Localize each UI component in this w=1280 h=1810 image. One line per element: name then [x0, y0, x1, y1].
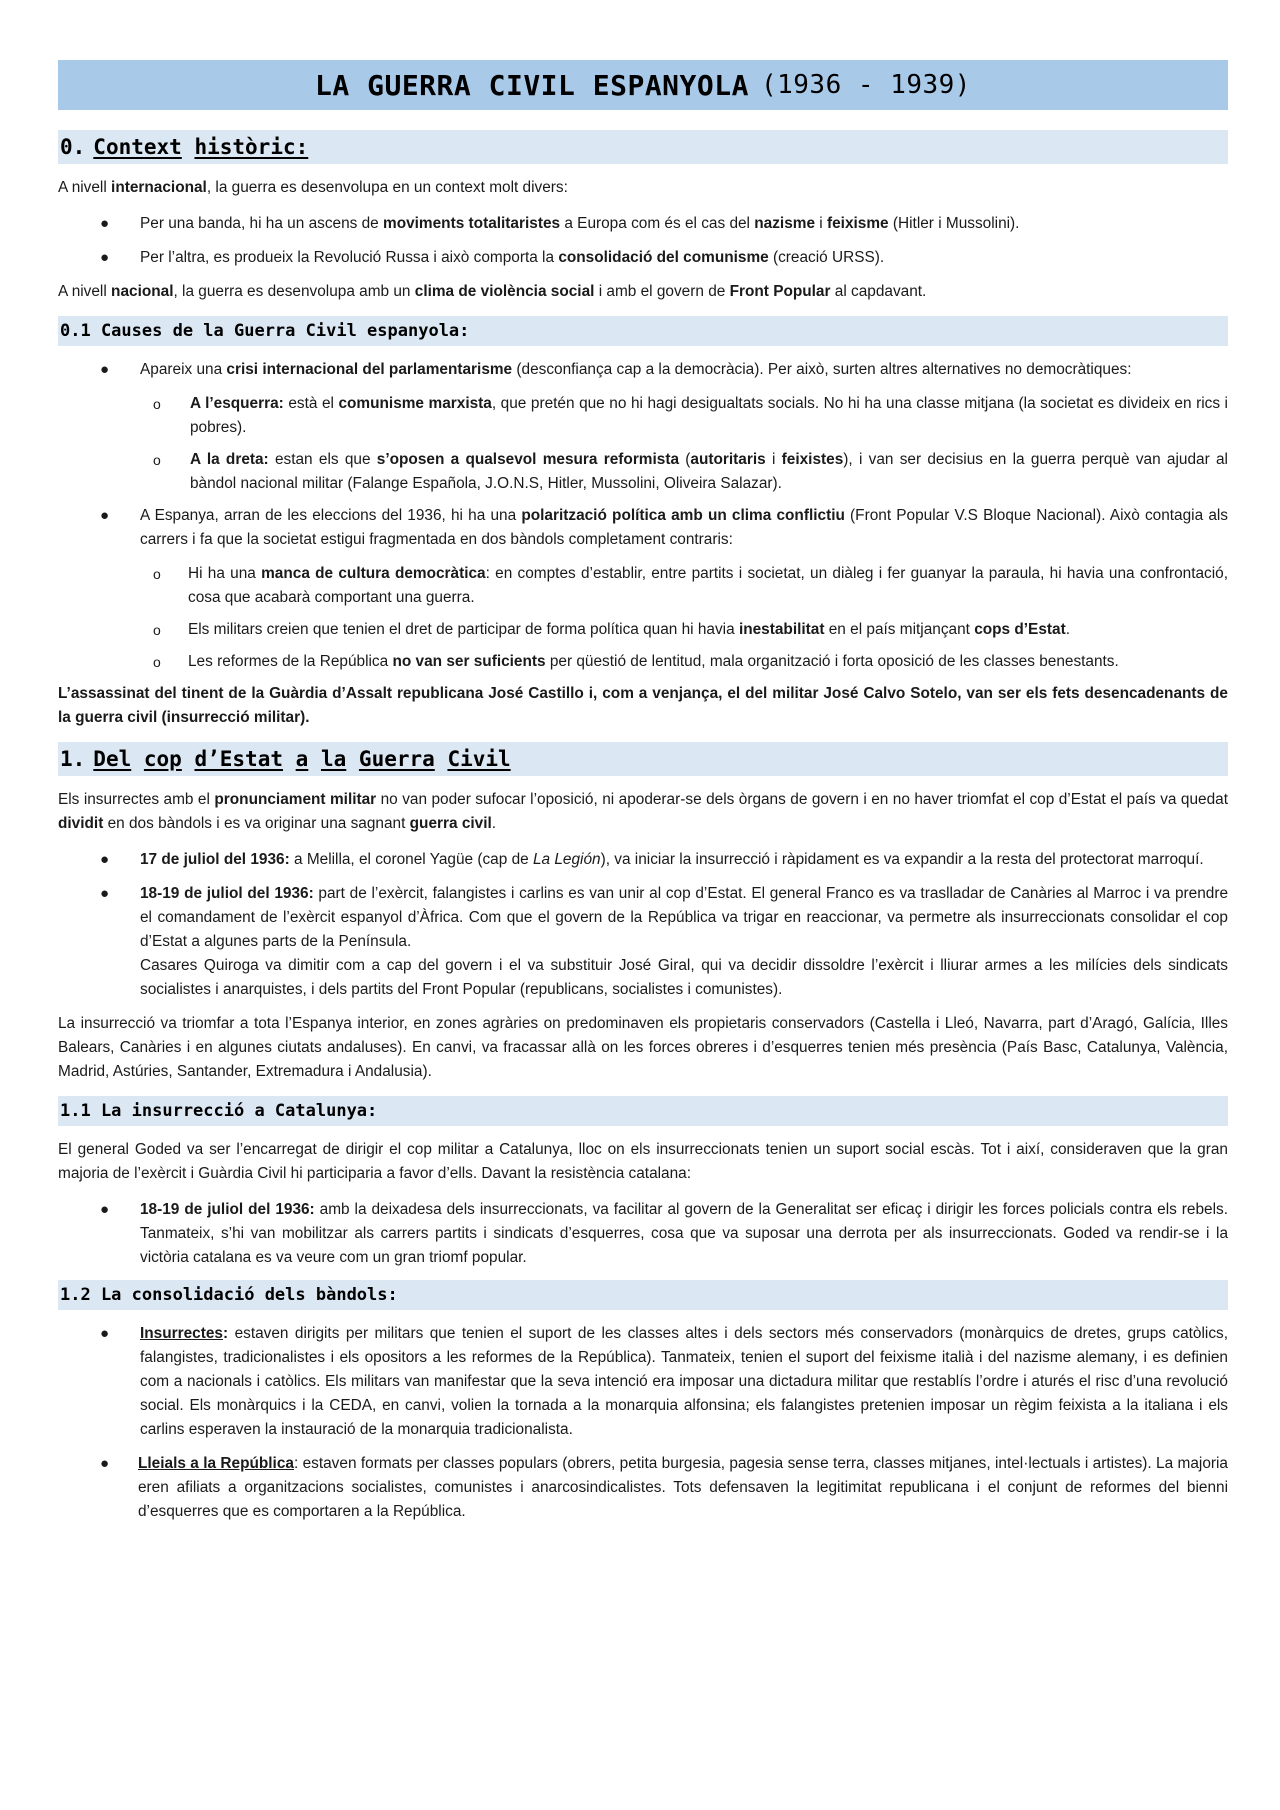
bullet-item: ● 17 de juliol del 1936: a Melilla, el coronel Yagüe (cap de La Legión), va iniciar la insurrecció i ràpidament es va expandir a la resta del protectorat marroquí. [58, 848, 1228, 872]
heading-word: Guerra [358, 747, 435, 771]
bullet-icon: ● [100, 851, 110, 868]
heading-word: històric: [194, 135, 309, 159]
document-title [58, 60, 1228, 110]
section-1-2-heading: 1.2 La consolidació dels bàndols: [58, 1280, 1228, 1310]
heading-word: d’Estat [194, 747, 283, 771]
bullet-item: ● A Espanya, arran de les eleccions del 1936, hi ha una polarització política amb un clima conflictiu (Front Popular V.S Bloque Nacional). Això contagia als carrers i fa que la societat estigui fragmentada en dos bàndols completament contraris: [58, 504, 1228, 552]
circle-bullet-icon: o [153, 452, 161, 468]
bullet-icon: ● [100, 361, 110, 378]
heading-word: Context [93, 135, 182, 159]
paragraph: El general Goded va ser l’encarregat de dirigir el cop militar a Catalunya, lloc on els insurreccionats tenien un suport social escàs. Tot i així, consideraven que la gran majoria de l’exèrcit i Guàrdia Civil hi participaria a favor d’ells. Davant la resistència catalana: [58, 1141, 1228, 1182]
sub-bullet-item: o Les reformes de la República no van ser suficients per qüestió de lentitud, mala organització i forta oposició de les classes benestants. [58, 650, 1228, 674]
section-number: 0. [60, 135, 86, 159]
heading-word: a [295, 747, 309, 771]
bullet-icon: ● [100, 1325, 110, 1342]
paragraph: Els insurrectes amb el pronunciament militar no van poder sufocar l’oposició, ni apoderar-se dels òrgans de govern i en no haver triomfat el cop d’Estat el país va quedat dividit en dos bàndols i es va originar una sagnant guerra civil. [58, 791, 1228, 832]
paragraph-bold: L’assassinat del tinent de la Guàrdia d’Assalt republicana José Castillo i, com a venjança, el del militar José Calvo Sotelo, van ser els fets desencadenants de la guerra civil (insurrecció militar). [58, 685, 1228, 726]
section-1-1-heading: 1.1 La insurrecció a Catalunya: [58, 1096, 1228, 1126]
circle-bullet-icon: o [153, 396, 161, 412]
title-years: (1936 - 1939) [760, 70, 971, 100]
section-0-heading [58, 130, 1228, 164]
paragraph: A nivell nacional, la guerra es desenvolupa amb un clima de violència social i amb el govern de Front Popular al capdavant. [58, 283, 927, 300]
heading-word: Civil [447, 747, 511, 771]
bullet-item: ● Per l’altra, es produeix la Revolució Russa i això comporta la consolidació del comunisme (creació URSS). [58, 246, 1228, 270]
section-0-1-heading: 0.1 Causes de la Guerra Civil espanyola: [58, 316, 1228, 346]
bullet-item: ● Insurrectes: estaven dirigits per militars que tenien el suport de les classes altes i dels sectors més conservadors (monàrquics de dretes, grups catòlics, falangistes, tradicionalistes i els opositors a les reformes de la República). Tanmateix, tenien el suport del feixisme italià i del nazisme alemany, i es definien com a nacionals i catòlics. Els militars van manifestar que la seva intenció era imposar una dictadura militar que restablís l’ordre i aturés el risc d’una revolució social. Els monàrquics i la CEDA, en canvi, volien la tornada a la monarquia alfonsina; els falangistes pretenien imposar un règim feixista a la italiana i els carlins esperaven la instauració de la monarquia tradicionalista. [58, 1322, 1228, 1442]
document-page [58, 60, 1228, 1534]
sub-bullet-item: o Hi ha una manca de cultura democràtica: en comptes d’establir, entre partits i societat, un diàleg i fer guanyar la paraula, hi havia una confrontació, cosa que acabarà comportant una guerra. [58, 562, 1228, 610]
paragraph: La insurrecció va triomfar a tota l’Espanya interior, en zones agràries on predominaven els propietaris conservadors (Castella i Lleó, Navarra, part d’Aragó, Galícia, Illes Balears, Canàries i en algunes ciutats andaluses). En canvi, va fracassar allà on les forces obreres i d’esquerres tenien més presència (País Basc, Catalunya, València, Madrid, Astúries, Santander, Extremadura i Andalusia). [58, 1015, 1228, 1080]
bullet-icon: ● [100, 215, 110, 232]
bullet-icon: ● [100, 1455, 110, 1472]
bullet-icon: ● [100, 885, 110, 902]
section-1-heading [58, 742, 1228, 776]
circle-bullet-icon: o [153, 654, 161, 670]
title-main: LA GUERRA CIVIL ESPANYOLA [315, 68, 749, 102]
bullet-item: ● 18-19 de juliol del 1936: amb la deixadesa dels insurreccionats, va facilitar al govern de la Generalitat ser eficaç i dirigir les forces policials contra els rebels. Tanmateix, s’hi van mobilitzar als carrers partits i sindicats d’esquerres, cosa que va suposar una derrota per als insurreccionats. Goded va rendir-se i la victòria catalana es va veure com un gran triomf popular. [58, 1198, 1228, 1270]
heading-word: la [320, 747, 347, 771]
circle-bullet-icon: o [153, 566, 161, 582]
bullet-icon: ● [100, 1201, 110, 1218]
sub-bullet-item: o A la dreta: estan els que s’oposen a qualsevol mesura reformista (autoritaris i feixistes), i van ser decisius en la guerra perquè van ajudar al bàndol nacional militar (Falange Española, J.O.N.S, Hitler, Mussolini, Oliveira Salazar). [58, 448, 1228, 496]
sub-bullet-item: o A l’esquerra: està el comunisme marxista, que pretén que no hi hagi desigualtats socials. No hi ha una classe mitjana (la societat es divideix en rics i pobres). [58, 392, 1228, 440]
paragraph: A nivell internacional, la guerra es desenvolupa en un context molt divers: [58, 179, 568, 196]
bullet-item: ● Lleials a la República: estaven formats per classes populars (obrers, petita burgesia, pagesia sense terra, classes mitjanes, intel·lectuals i artistes). La majoria eren afiliats a organitzacions socialistes, comunistes i anarcosindicalistes. Tots defensaven la legitimitat republicana i el conjunt de reformes del bienni d’esquerres que es comportaren a la República. [58, 1452, 1228, 1524]
bullet-item: ● Per una banda, hi ha un ascens de moviments totalitaristes a Europa com és el cas del nazisme i feixisme (Hitler i Mussolini). [58, 212, 1228, 236]
section-number: 1. [60, 747, 86, 771]
sub-bullet-item: o Els militars creien que tenien el dret de participar de forma política quan hi havia inestabilitat en el país mitjançant cops d’Estat. [58, 618, 1228, 642]
heading-word: cop [143, 747, 182, 771]
heading-word: Del [93, 747, 132, 771]
bullet-icon: ● [100, 507, 110, 524]
circle-bullet-icon: o [153, 622, 161, 638]
bullet-icon: ● [100, 249, 110, 266]
bullet-item: ● Apareix una crisi internacional del parlamentarisme (desconfiança cap a la democràcia). Per això, surten altres alternatives no democràtiques: [58, 358, 1228, 382]
bullet-item: ● 18-19 de juliol del 1936: part de l’exèrcit, falangistes i carlins es van unir al cop d’Estat. El general Franco es va traslladar de Canàries al Marroc i va prendre el comandament de l’exèrcit espanyol d’Àfrica. Com que el govern de la República va trigar en reaccionar, va permetre als insurreccionats consolidar el cop d’Estat a algunes parts de la Península. Casares Quiroga va dimitir com a cap del govern i el va substituir José Giral, qui va decidir dissoldre l’exèrcit i lliurar armes a les milícies dels sindicats socialistes i anarquistes, i dels partits del Front Popular (republicans, socialistes i comunistes). [58, 882, 1228, 1002]
